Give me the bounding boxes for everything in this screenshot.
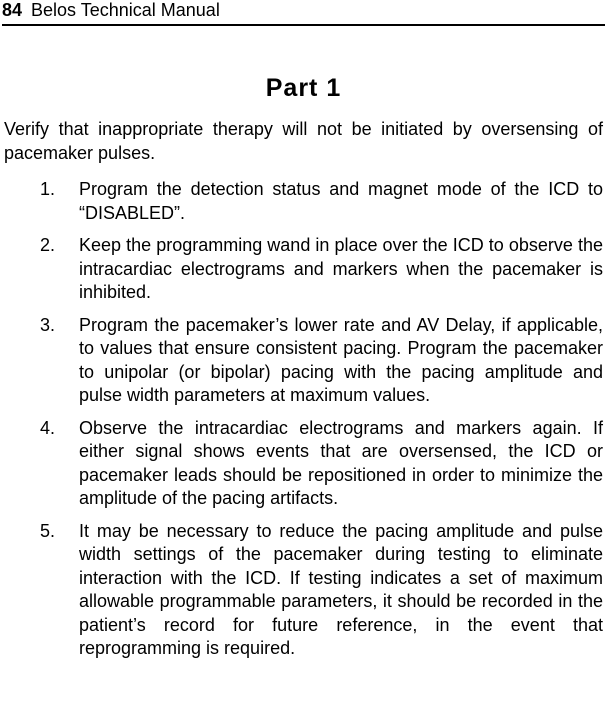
- steps-list: [0, 178, 607, 670]
- step-item: [0, 178, 603, 225]
- intro-paragraph: Verify that inappropriate therapy will not be initiated by oversensing of pacemaker pulses.: [4, 119, 603, 163]
- step-number: 4.: [40, 417, 56, 438]
- step-number: 1.: [40, 179, 56, 199]
- step-item: [0, 234, 603, 305]
- step-number: 5.: [40, 520, 56, 541]
- page-header: [2, 0, 605, 26]
- step-item: [0, 314, 603, 408]
- step-text: Program the detection status and magnet mode of the ICD to “DISABLED”.: [79, 179, 603, 223]
- step-text: Observe the intracardiac electrograms and markers again. If either signal shows events that are oversensed, the ICD or pacemaker leads should be repositioned in order to minimize the amplitude of the pacing artifacts.: [79, 417, 603, 508]
- step-item: [0, 520, 603, 661]
- manual-title: Belos Technical Manual: [31, 0, 220, 20]
- step-item: [0, 417, 603, 511]
- step-text: Keep the programming wand in place over the ICD to observe the intracardiac electrograms and markers when the pacemaker is inhibited.: [79, 235, 603, 302]
- step-number: 2.: [40, 235, 56, 255]
- step-number: 3.: [40, 314, 56, 335]
- page-number: 84: [2, 0, 23, 20]
- step-text: Program the pacemaker’s lower rate and AV Delay, if applicable, to values that ensure consistent pacing. Program the pacemaker to unipolar (or bipolar) pacing with the pacing amplitude and pulse width parameters at maximum values.: [79, 314, 603, 405]
- section-heading: Part 1: [265, 74, 342, 102]
- step-text: It may be necessary to reduce the pacing amplitude and pulse width settings of the pacemaker during testing to eliminate interaction with the ICD. If testing indicates a set of maximum allowable programmable parameters, it should be recorded in the patient’s record for future reference, in the event that reprogramming is required.: [79, 520, 603, 658]
